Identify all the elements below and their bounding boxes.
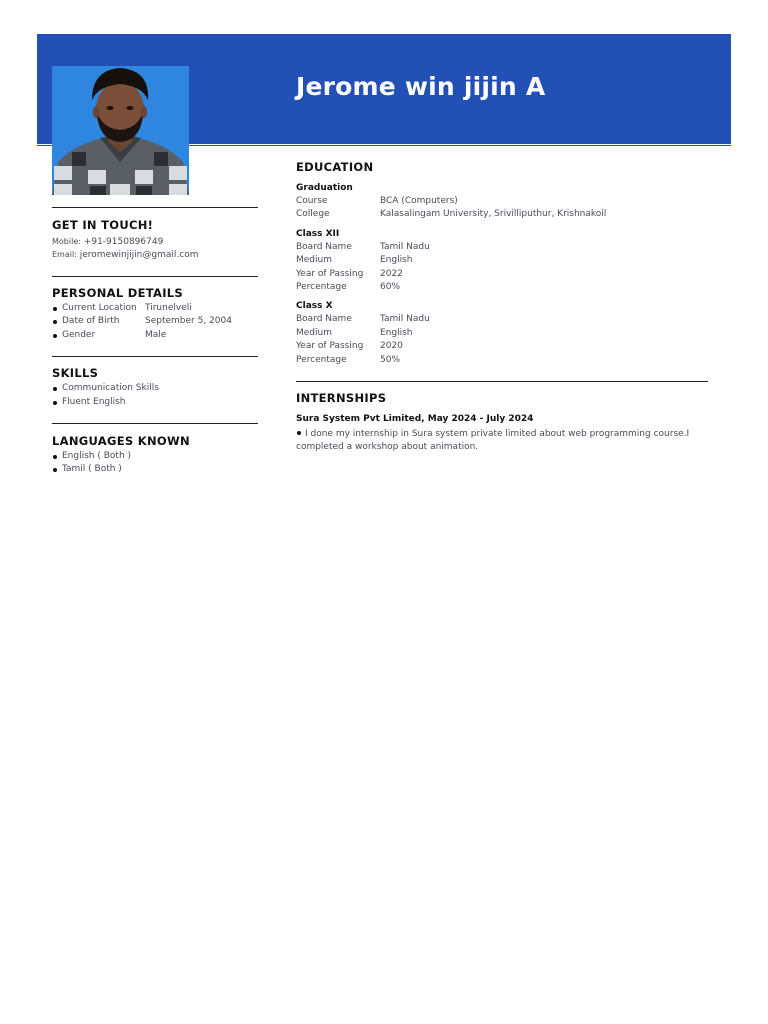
personal-details-title: PERSONAL DETAILS	[52, 286, 183, 300]
mobile-line	[52, 235, 258, 248]
detail-key: Date of Birth	[62, 316, 120, 327]
skills-list	[52, 382, 258, 409]
contact-title: GET IN TOUCH!	[52, 218, 154, 232]
detail-value: Male	[145, 329, 167, 340]
table-row	[296, 208, 708, 221]
row-key: College	[296, 209, 330, 220]
list-item	[52, 315, 258, 328]
list-item	[52, 329, 258, 342]
list-item: Fluent English	[52, 396, 258, 409]
email-line	[52, 248, 258, 261]
row-value: 2020	[380, 341, 403, 352]
internship-heading: Sura System Pvt Limited, May 2024 - July 2024	[296, 413, 534, 424]
languages-list	[52, 450, 258, 477]
mobile-value: +91-9150896749	[83, 237, 164, 247]
candidate-name: Jerome win jijin A	[296, 72, 546, 101]
row-key: Medium	[296, 327, 332, 338]
row-value: Tamil Nadu	[380, 314, 430, 325]
email-value[interactable]: jeromewinjijin@gmail.com	[79, 250, 199, 260]
mobile-label: Mobile:	[52, 237, 81, 246]
row-key: Course	[296, 196, 328, 206]
detail-value: Tirunelveli	[145, 303, 192, 313]
row-key: Year of Passing	[296, 341, 364, 352]
row-key: Medium	[296, 255, 332, 266]
row-key: Board Name	[296, 241, 352, 252]
section-divider	[52, 207, 258, 208]
row-key: Percentage	[296, 281, 347, 292]
detail-value: September 5, 2004	[145, 316, 232, 327]
row-value: Tamil Nadu	[380, 241, 430, 252]
section-divider	[52, 276, 258, 277]
table-row	[296, 195, 708, 208]
detail-key: Gender	[62, 329, 96, 340]
table-row	[296, 281, 708, 294]
class10-title: Class X	[296, 301, 333, 312]
row-key: Percentage	[296, 354, 347, 365]
left-column	[52, 207, 258, 477]
row-value: 50%	[380, 354, 401, 365]
profile-photo	[52, 66, 189, 195]
internship-description	[296, 428, 708, 455]
table-row	[296, 313, 708, 326]
table-row	[296, 327, 708, 340]
table-row	[296, 340, 708, 353]
list-item	[52, 302, 258, 315]
table-row	[296, 254, 708, 267]
class12-title: Class XII	[296, 228, 340, 239]
row-key: Board Name	[296, 314, 352, 325]
row-value: Kalasalingam University, Srivilliputhur, Krishnakoil	[380, 209, 607, 220]
table-row	[296, 268, 708, 281]
section-divider	[52, 423, 258, 424]
list-item: Communication Skills	[52, 382, 258, 395]
section-divider	[296, 381, 708, 382]
languages-title: LANGUAGES KNOWN	[52, 434, 190, 449]
skills-title: SKILLS	[52, 366, 99, 381]
section-divider	[52, 356, 258, 357]
right-column	[296, 160, 708, 455]
list-item: Tamil ( Both )	[52, 463, 258, 476]
row-value: English	[380, 255, 413, 266]
row-value: English	[380, 327, 413, 338]
table-row	[296, 241, 708, 254]
detail-key: Current Location	[62, 303, 137, 313]
row-value: BCA (Computers)	[380, 196, 458, 206]
graduation-title: Graduation	[296, 183, 353, 193]
internships-title: INTERNSHIPS	[296, 390, 387, 405]
email-label: Email:	[52, 250, 77, 259]
contact-block	[52, 235, 258, 261]
personal-details-list	[52, 302, 258, 342]
education-title: EDUCATION	[296, 160, 374, 174]
bullet-icon	[297, 431, 301, 435]
row-value: 2022	[380, 268, 403, 279]
table-row	[296, 354, 708, 367]
list-item: English ( Both )	[52, 450, 258, 463]
row-key: Year of Passing	[296, 268, 364, 279]
internship-text: I done my internship in Sura system private limited about web programming course.I completed a workshop about animation.	[296, 428, 690, 453]
row-value: 60%	[380, 281, 401, 292]
